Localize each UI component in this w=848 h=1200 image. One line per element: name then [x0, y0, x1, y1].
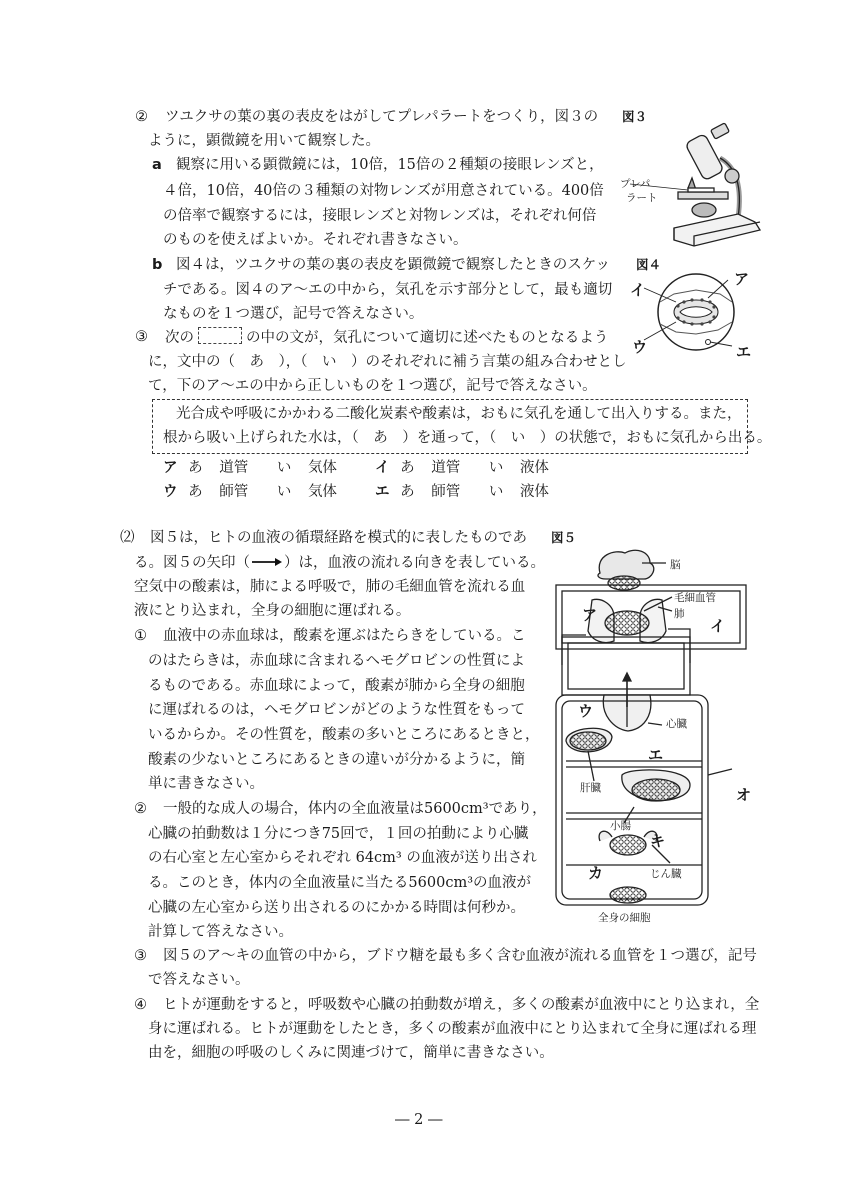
fig5-vessel-i: イ: [710, 617, 726, 635]
q1-2-line1: ツユクサの葉の裏の表皮をはがしてプレパラートをつくり，図３の: [165, 109, 599, 125]
q2-intro-line2-pre: る。図５の矢印（: [134, 555, 250, 571]
fig3-caption: 図３: [622, 109, 648, 124]
q2-2-number: ②: [134, 801, 147, 817]
q2-3-number: ③: [134, 948, 147, 964]
choice-e-mark-a: あ: [400, 484, 415, 500]
choice-u-label: ウ: [163, 484, 178, 500]
q2-2-line4: る。このとき，体内の全血液量に当たる5600cm³の血液が: [148, 875, 532, 891]
choice-a-mark-a: あ: [188, 460, 203, 476]
q1-2b-line1: 図４は，ツユクサの葉の裏の表皮を顕微鏡で観察したときのスケッ: [176, 257, 610, 273]
choice-e-mark-i: い: [488, 484, 504, 500]
choice-u-value-a: 師管: [219, 484, 249, 500]
q2-3-line1: 図５のア～キの血管の中から，ブドウ糖を最も多く含む血液が流れる血管を１つ選び，記号: [163, 948, 757, 964]
choice-row-2b: [375, 482, 549, 502]
stomata-sketch: [656, 272, 736, 352]
q2-4-number: ④: [134, 997, 147, 1013]
page-number: ― 2 ―: [395, 1112, 443, 1128]
choice-a-label: ア: [163, 460, 178, 476]
fig5-vessel-e: エ: [648, 746, 664, 764]
choice-i-label: イ: [375, 460, 390, 476]
fig5-label-brain: 脳: [670, 559, 681, 571]
choice-u-value-i: 気体: [307, 484, 337, 500]
q2-1-line6: 酸素の少ないところにあるときの違いが分かるように，簡: [148, 752, 525, 768]
q1-2-number: ②: [135, 109, 148, 125]
q2-intro-line1: 図５は，ヒトの血液の循環経路を模式的に表したものであ: [150, 530, 527, 546]
q1-3-line1: [165, 327, 608, 348]
q2-1-line2: のはたらきは，赤血球に含まれるヘモグロビンの性質によ: [148, 653, 525, 669]
q2-1-number: ①: [134, 628, 147, 644]
choice-a-mark-i: い: [276, 460, 292, 476]
q2-4-line3: 由を，細胞の呼吸のしくみに関連づけて，簡単に書きなさい。: [148, 1045, 554, 1061]
fig5-vessel-u: ウ: [578, 702, 594, 720]
q1-2b-line3: なものを１つ選び，記号で答えなさい。: [163, 306, 424, 322]
circulation-diagram: [540, 545, 770, 915]
microscope-illustration: [660, 118, 770, 253]
q2-1-line4: に運ばれるのは，ヘモグロビンがどのような性質をもって: [148, 702, 525, 718]
q2-number: ⑵: [120, 530, 135, 546]
q2-intro-line2-post: ）は，血液の流れる向きを表している。: [284, 555, 545, 571]
fig5-label-intestine: 小腸: [610, 820, 631, 832]
q1-2-line2: ように，顕微鏡を用いて観察した。: [148, 133, 380, 149]
q1-3-line2: に，文中の（ あ ），（ い ）のそれぞれに補う言葉の組み合わせとし: [148, 354, 627, 370]
q1-3-line1-post: の中の文が，気孔について適切に述べたものとなるよう: [246, 330, 609, 346]
choice-i-value-i: 液体: [519, 460, 549, 476]
q1-2a-line3: の倍率で観察するには，接眼レンズと対物レンズは，それぞれ何倍: [163, 208, 597, 224]
q1-2a-line1: 観察に用いる顕微鏡には，10倍，15倍の２種類の接眼レンズと，: [176, 157, 604, 173]
q1-2a-line2: ４倍，10倍，40倍の３種類の対物レンズが用意されている。400倍: [163, 183, 604, 199]
choice-u-mark-a: あ: [188, 484, 203, 500]
fig5-caption: 図５: [551, 530, 577, 545]
fig5-label-body-cells: 全身の細胞: [598, 912, 651, 924]
fig3-label-line1: プレパ: [620, 178, 651, 190]
q2-1-line5: いるからか。その性質を，酸素の多いところにあるときと，: [148, 727, 540, 743]
blank-box-icon: [198, 327, 242, 344]
q1-2a-label: a: [152, 157, 162, 173]
choice-e-value-i: 液体: [519, 484, 549, 500]
choice-i-mark-i: い: [488, 460, 504, 476]
q2-1-line1: 血液中の赤血球は，酸素を運ぶはたらきをしている。こ: [163, 628, 526, 644]
q2-2-line2: 心臓の拍動数は１分につき75回で，１回の拍動により心臓: [148, 826, 529, 842]
q1-2b-label: b: [152, 257, 163, 273]
choice-a-value-i: 気体: [307, 460, 337, 476]
choice-row-2: [163, 482, 337, 502]
q2-1-line7: 単に書きなさい。: [148, 776, 264, 792]
choice-e-label: エ: [375, 484, 390, 500]
q2-2-line5: 心臓の左心室から送り出されるのにかかる時間は何秒か。: [148, 900, 525, 916]
choice-e-value-a: 師管: [431, 484, 461, 500]
fig4-caption: 図４: [636, 257, 662, 272]
statement-line1: 光合成や呼吸にかかわる二酸化炭素や酸素は，おもに気孔を通して出入りする。また，: [176, 406, 742, 422]
q2-2-line3: の右心室と左心室からそれぞれ 64cm³ の血液が送り出され: [148, 850, 537, 866]
q2-2-line6: 計算して答えなさい。: [148, 924, 293, 940]
choice-u-mark-i: い: [276, 484, 292, 500]
q2-3-line2: で答えなさい。: [148, 972, 250, 988]
q2-2-line1: 一般的な成人の場合，体内の全血液量は5600cm³であり，: [163, 801, 547, 817]
fig5-vessel-a: ア: [582, 606, 598, 624]
fig5-vessel-o: オ: [736, 786, 752, 804]
flow-arrow-icon: [250, 553, 284, 573]
fig5-label-lung: 肺: [674, 608, 685, 620]
q1-2a-line4: のものを使えばよいか。それぞれ書きなさい。: [163, 232, 468, 248]
q2-1-line3: るものである。赤血球によって，酸素が肺から全身の細胞: [148, 678, 525, 694]
fig4-label-i: ア: [734, 270, 750, 288]
choice-row-1b: [375, 458, 549, 478]
fig4-label-u: ウ: [632, 338, 648, 356]
fig5-label-kidney: じん臓: [650, 868, 682, 880]
fig5-label-capillary: 毛細血管: [674, 592, 716, 604]
fig5-vessel-ka: カ: [588, 864, 604, 882]
fig5-label-liver: 肝臓: [580, 782, 601, 794]
q2-intro-line2: [134, 553, 545, 573]
choice-row-1: [163, 458, 337, 478]
statement-line2: 根から吸い上げられた水は，（ あ ）を通って，（ い ）の状態で，おもに気孔から出る。: [163, 430, 772, 446]
choice-i-mark-a: あ: [400, 460, 415, 476]
q1-2b-line2: チである。図４のア～エの中から，気孔を示す部分として，最も適切: [163, 282, 613, 298]
q2-intro-line3: 空気中の酸素は，肺による呼吸で，肺の毛細血管を流れる血: [134, 579, 526, 595]
choice-i-value-a: 道管: [431, 460, 461, 476]
q2-4-line2: 身に運ばれる。ヒトが運動をしたとき，多くの酸素が血液中にとり込まれて全身に運ばれる理: [148, 1021, 757, 1037]
fig5-label-heart: 心臓: [666, 718, 687, 730]
q1-3-line1-pre: 次の: [165, 330, 194, 346]
q2-intro-line4: 液にとり込まれ，全身の細胞に運ばれる。: [134, 603, 411, 619]
fig4-label-e: エ: [736, 343, 752, 361]
choice-a-value-a: 道管: [219, 460, 249, 476]
q1-3-line3: て，下のア～エの中から正しいものを１つ選び，記号で答えなさい。: [148, 378, 597, 394]
fig5-vessel-ki: キ: [650, 832, 666, 850]
q1-3-number: ③: [135, 329, 148, 345]
q2-4-line1: ヒトが運動をすると，呼吸数や心臓の拍動数が増え，多くの酸素が血液中にとり込まれ，全: [163, 997, 760, 1013]
fig4-label-a: イ: [630, 281, 646, 299]
fig3-label-line2: ラート: [626, 192, 658, 204]
